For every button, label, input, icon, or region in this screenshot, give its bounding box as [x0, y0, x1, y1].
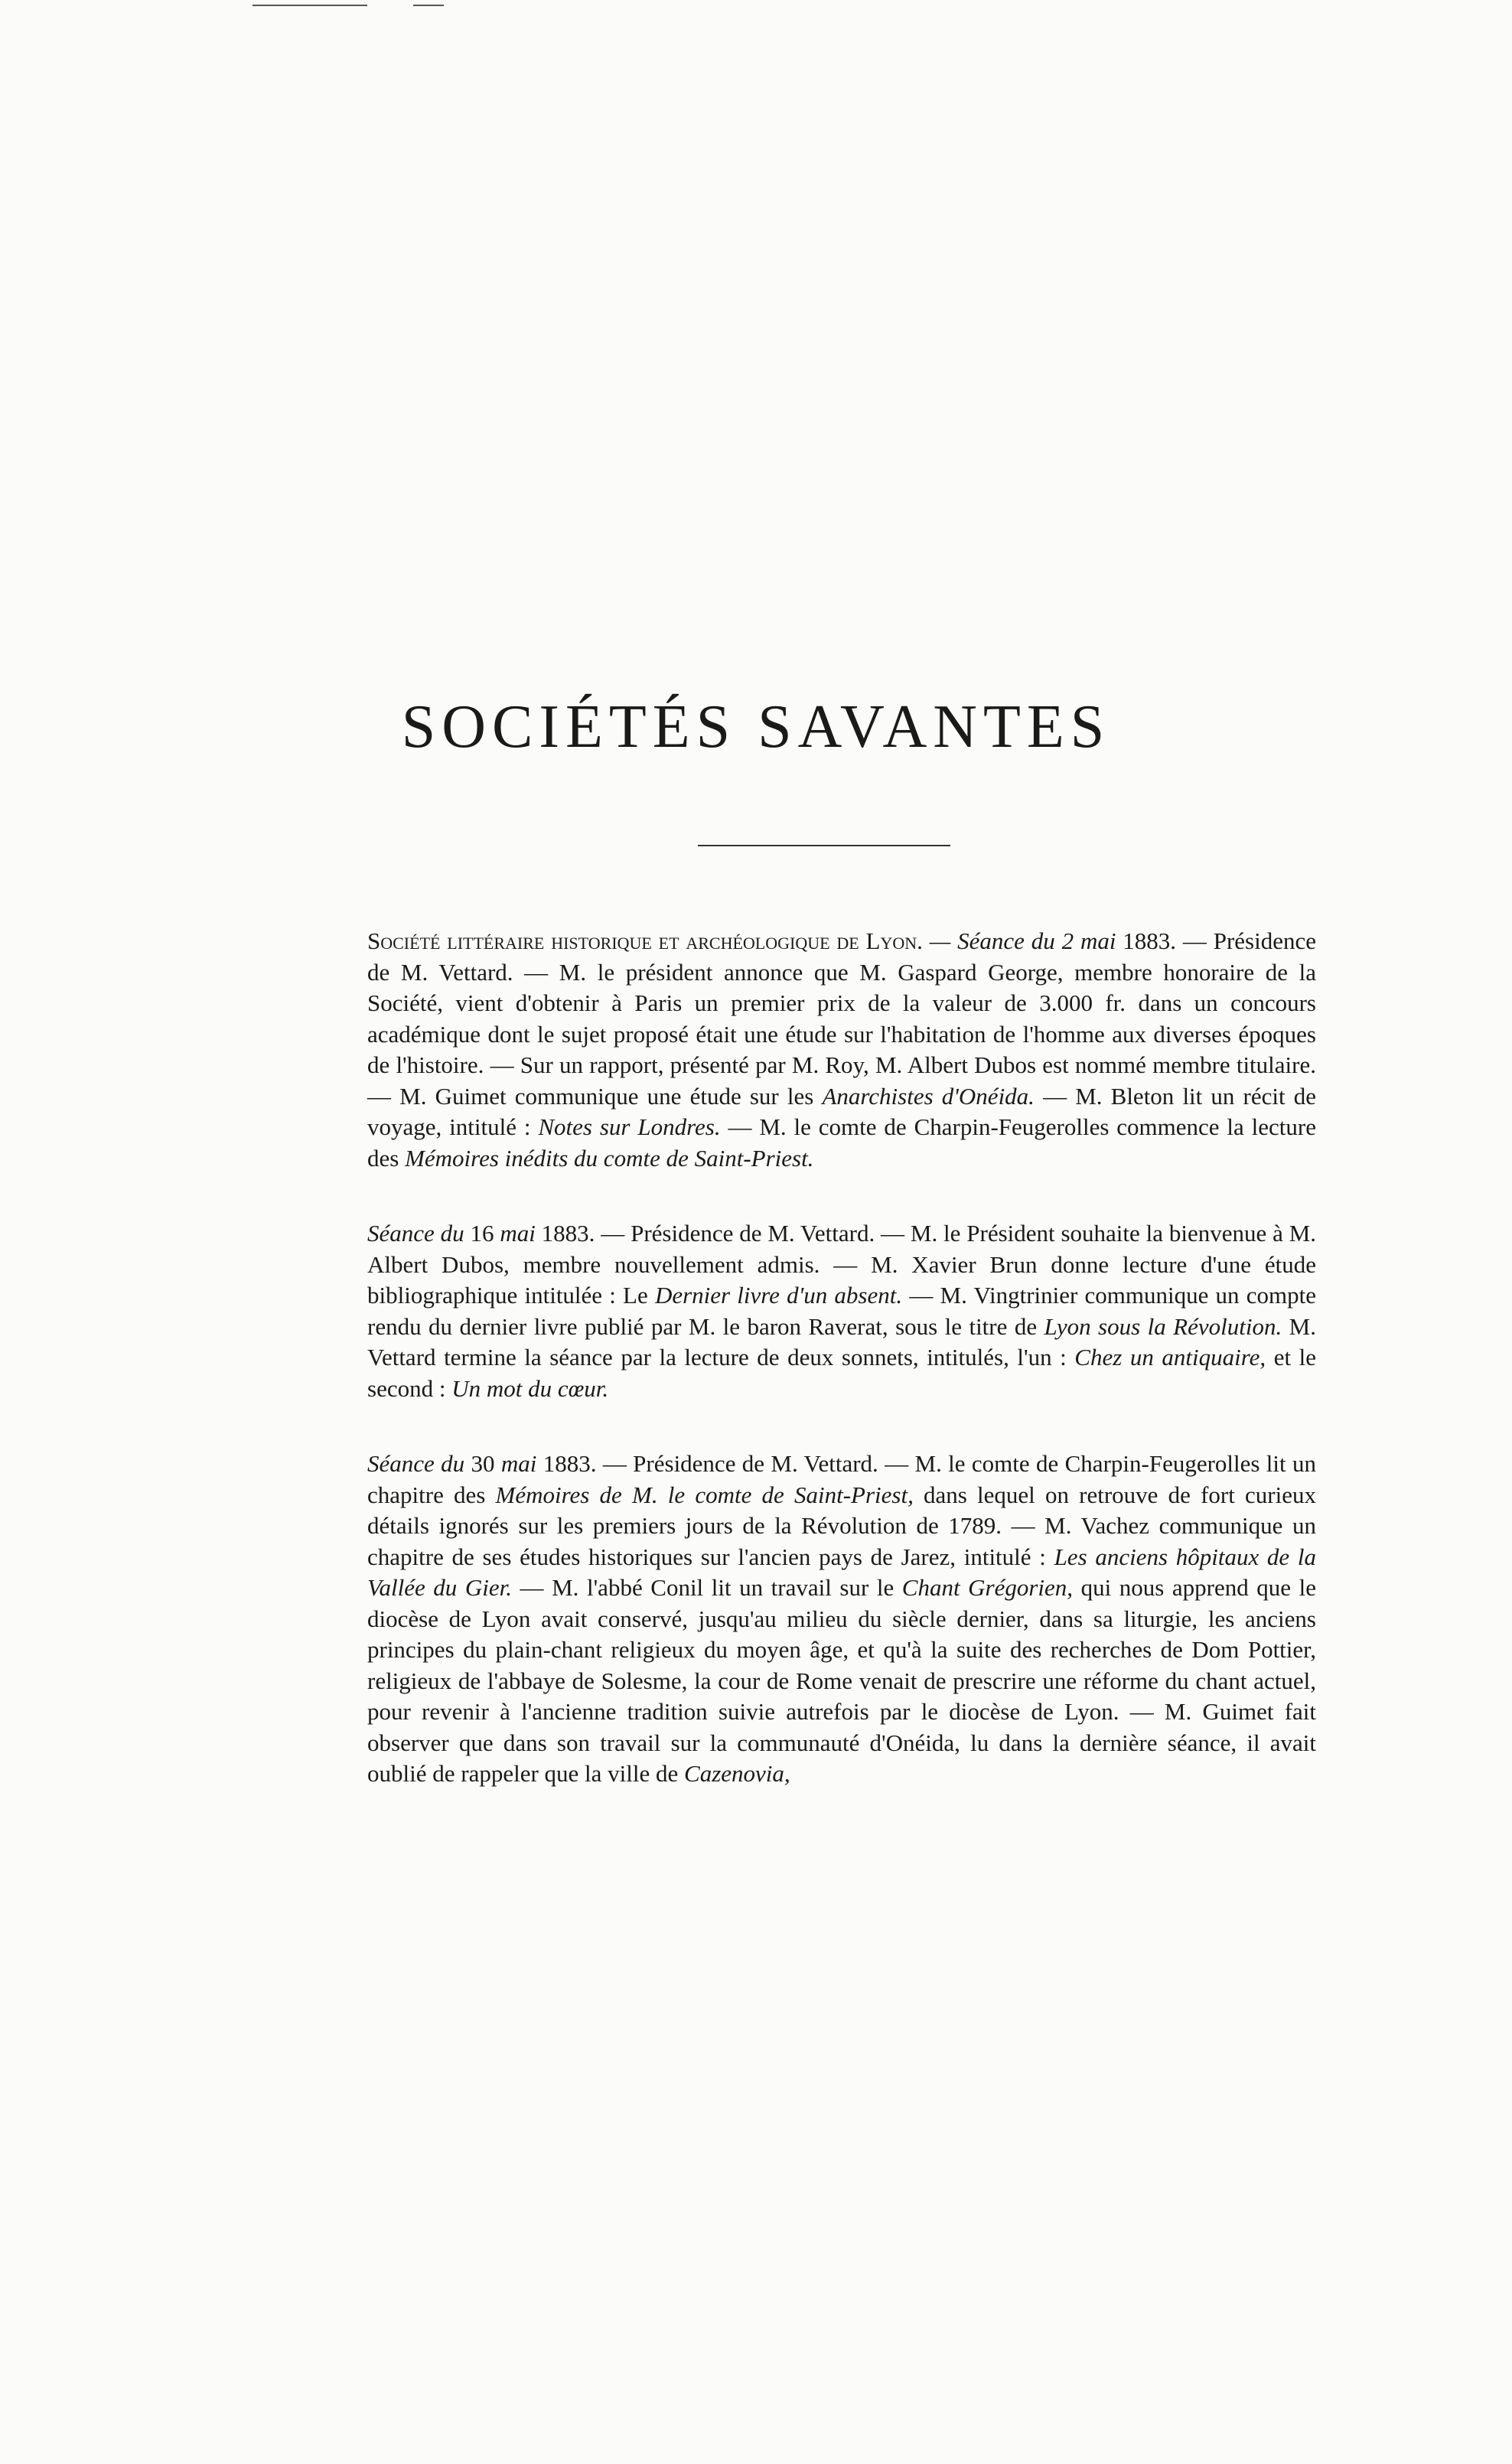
work-title: Cazenovia, [684, 1760, 790, 1787]
work-title: Les anciens hôpitaux de la Vallée du Gier. [367, 1543, 1316, 1601]
paragraph-text: 1883. — Présidence de M. Vettard. — M. le comte de Charpin-Feugerolles lit un chapitre des [367, 1450, 1317, 1508]
top-edge-line [413, 5, 444, 6]
meeting-label: — Séance du [922, 927, 1062, 954]
meeting-day: 16 [464, 1220, 500, 1247]
paragraph-text: — M. Vingtrinier communique un compte rendu du dernier livre publié par M. le baron Raverat, sous le titre de [367, 1282, 1316, 1340]
work-title: Notes sur Londres. [538, 1113, 721, 1140]
paragraph-text: 1883. — Présidence de M. Vettard. — M. le président annonce que M. Gaspard George, membre honoraire de la Société, vient d'obtenir à Paris un premier prix de la valeur de 3.000 fr. dans un concours académique dont le sujet proposé était une étude sur l'habitation de l'homme aux diverses époques de l'histoire. — Sur un rapport, présenté par M. Roy, M. Albert Dubos est nommé membre titulaire. — M. Guimet communique une étude sur les [367, 927, 1317, 1110]
meeting-label: Séance du [367, 1220, 464, 1247]
paragraph-text: et le second : [367, 1344, 1316, 1402]
work-title: Anarchistes d'Onéida. [822, 1082, 1035, 1110]
paragraph-seance-30-mai [367, 1449, 1316, 1790]
meeting-month: mai [500, 1220, 536, 1247]
work-title: Chez un antiquaire, [1074, 1344, 1266, 1371]
paragraph-seance-2-mai [367, 926, 1316, 1174]
paragraph-text: qui nous apprend que le diocèse de Lyon avait conservé, jusqu'au milieu du siècle dernier, dans sa liturgie, les anciens principes du plain-chant religieux du moyen âge, et qu'à la suite des recherches de Dom Pottier, religieux de l'abbaye de Solesme, la cour de Rome venait de prescrire une réforme du chant actuel, pour revenir à l'ancienne tradition suivie autrefois par le diocèse de Lyon. — M. Guimet fait observer que dans son travail sur la communauté d'Onéida, lu dans la dernière séance, il avait oublié de rappeler que la ville de [367, 1574, 1316, 1787]
page-title: SOCIÉTÉS SAVANTES [401, 693, 1111, 761]
paragraph-seance-16-mai [367, 1218, 1316, 1404]
work-title: Un mot du cœur. [451, 1374, 609, 1402]
meeting-label: Séance du [367, 1450, 465, 1477]
work-title: Dernier livre d'un absent. [654, 1282, 903, 1309]
top-edge-line [253, 5, 367, 6]
meeting-day: 30 [464, 1450, 501, 1477]
paragraph-text: dans lequel on retrouve de fort curieux détails ignorés sur les premiers jours de la Révolution de 1789. — M. Vachez communique un chapitre de ses études historiques sur l'ancien pays de Jarez, intitulé : [367, 1481, 1316, 1570]
work-title: Mémoires inédits du comte de Saint-Priest. [405, 1144, 814, 1172]
paragraph-text: M. Vettard termine la séance par la lecture de deux sonnets, intitulés, l'un : [367, 1312, 1316, 1371]
title-divider [698, 845, 950, 846]
paragraph-text: — M. le comte de Charpin-Feugerolles commence la lecture des [367, 1113, 1316, 1172]
article-body [367, 926, 1316, 1834]
paragraph-text: — M. Bleton lit un récit de voyage, intitulé : [367, 1082, 1317, 1140]
paragraph-text: 1883. — Présidence de M. Vettard. — M. le Président souhaite la bienvenue à M. Albert Dubos, membre nouvellement admis. — M. Xavier Brun donne lecture d'une étude bibliographique intitulée : Le [367, 1220, 1317, 1309]
work-title: Lyon sous la Révolution. [1044, 1312, 1282, 1340]
work-title: Chant Grégorien, [901, 1574, 1074, 1601]
society-name: Société littéraire historique et archéologique de Lyon. [367, 927, 923, 954]
meeting-month: mai [500, 1450, 537, 1477]
meeting-date: 2 mai [1061, 927, 1116, 954]
work-title: Mémoires de M. le comte de Saint-Priest, [495, 1481, 914, 1508]
paragraph-text: — M. l'abbé Conil lit un travail sur le [512, 1574, 902, 1601]
